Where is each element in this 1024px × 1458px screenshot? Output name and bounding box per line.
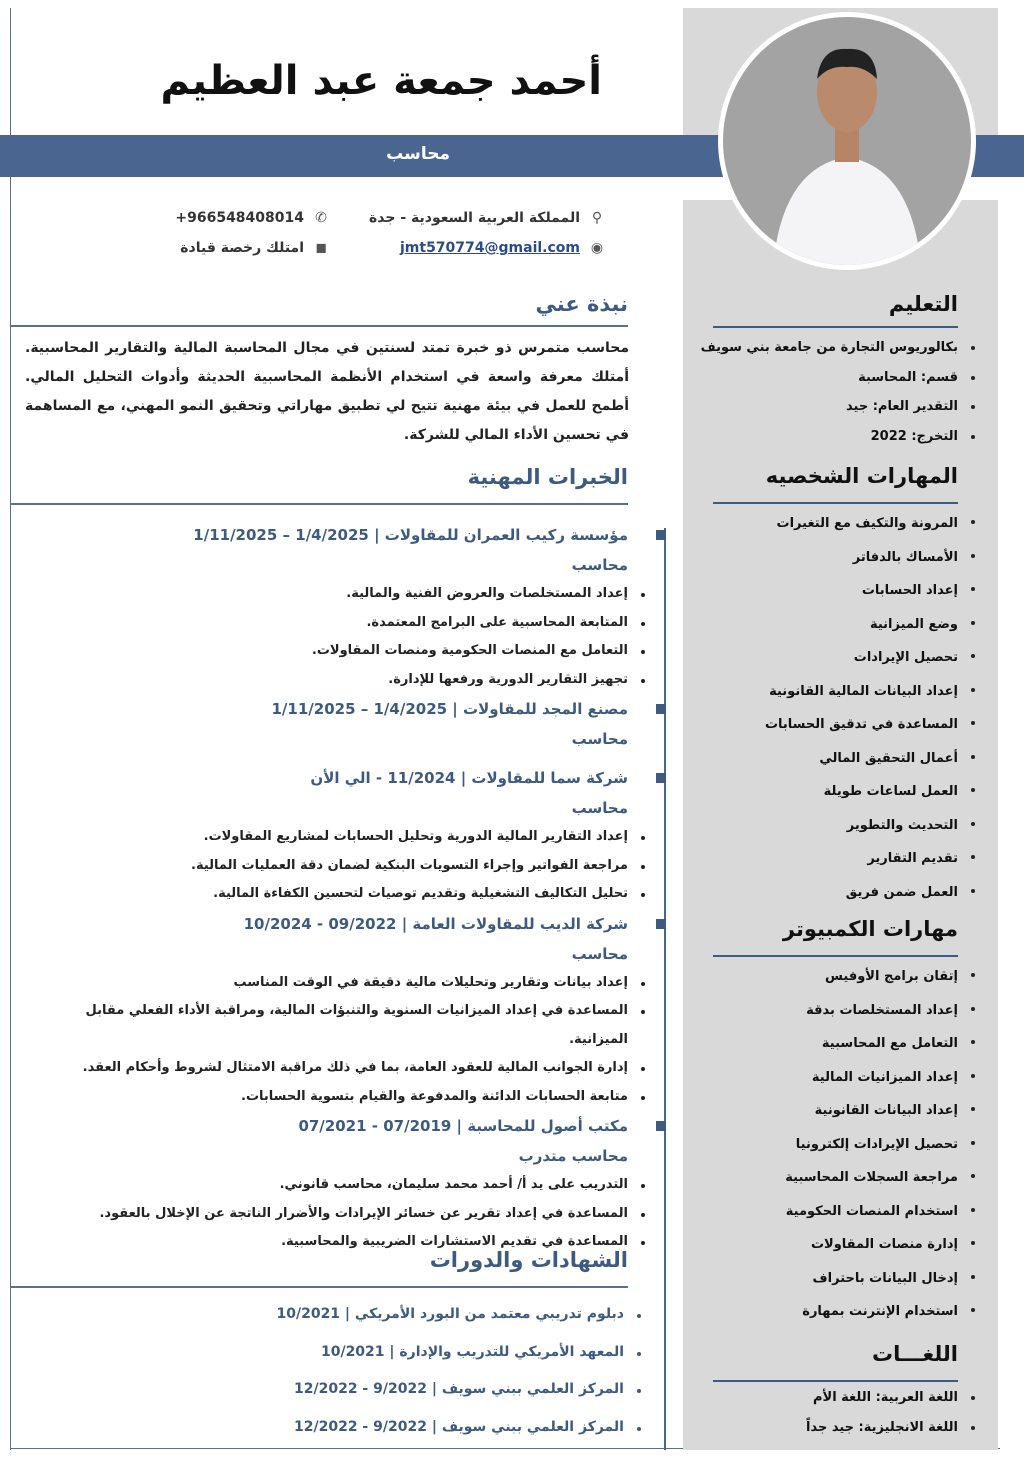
list-item: العمل لساعات طويلة (678, 775, 958, 809)
list-item: استخدام المنصات الحكومية (678, 1195, 958, 1229)
divider (713, 502, 958, 504)
job-title: محاسب (386, 144, 450, 164)
job-bullet: إعداد المستخلصات والعروض الفنية والمالية. (28, 580, 628, 609)
license-item (180, 240, 330, 256)
education-heading: التعليم (888, 292, 958, 316)
list-item: أعمال التحقيق المالي (678, 742, 958, 776)
job-bullet: المساعدة في إعداد الميزانيات السنوية والتنبؤات المالية، ومراقبة الأداء الفعلي مقابل الميزانية. (28, 997, 628, 1054)
divider (713, 326, 958, 328)
job-bullet: متابعة الحسابات الدائنة والمدفوعة والقيام بتسوية الحسابات. (28, 1083, 628, 1112)
email-icon: ◉ (590, 240, 604, 256)
job-entry (28, 909, 628, 1112)
job-company: مكتب أصول للمحاسبة | 07/2019 - 07/2021 (298, 1117, 628, 1135)
list-item: بكالوريوس التجارة من جامعة بني سويف (678, 333, 958, 363)
job-company: شركة سما للمقاولات | 11/2024 - الي الأن (310, 769, 628, 787)
computer-skills-heading: مهارات الكمبيوتر (782, 917, 958, 941)
timeline-marker-icon (656, 530, 666, 540)
divider (10, 325, 628, 327)
location-text: المملكة العربية السعودية - جدة (369, 210, 580, 226)
list-item: المرونة والتكيف مع التغيرات (678, 507, 958, 541)
list-item: مراجعة السجلات المحاسبية (678, 1161, 958, 1195)
list-item: التعامل مع المحاسبية (678, 1027, 958, 1061)
list-item: وضع الميزانية (678, 608, 958, 642)
list-item: التقدير العام: جيد (678, 392, 958, 422)
job-bullet: المتابعة المحاسبية على البرامج المعتمدة. (28, 609, 628, 638)
job-bullet: إعداد التقارير المالية الدورية وتحليل الحسابات لمشاريع المقاولات. (28, 823, 628, 852)
map-pin-icon: ⚲ (591, 210, 603, 226)
list-item: استخدام الإنترنت بمهارة (678, 1295, 958, 1329)
experience-heading: الخبرات المهنية (467, 465, 628, 489)
list-item: العمل ضمن فريق (678, 876, 958, 910)
languages-heading: اللغـــات (871, 1342, 958, 1366)
job-bullet: تحليل التكاليف التشغيلية وتقديم توصيات لتحسين الكفاءة المالية. (28, 880, 628, 909)
email-link[interactable]: jmt570774@gmail.com (399, 240, 580, 256)
list-item: إعداد الميزانيات المالية (678, 1061, 958, 1095)
email-item (400, 240, 606, 256)
phone-text: +966548408014 (175, 210, 304, 226)
list-item: التحديث والتطوير (678, 809, 958, 843)
about-text: محاسب متمرس ذو خبرة تمتد لسنتين في مجال المحاسبة المالية والتقارير المحاسبية. أمتلك معرفة واسعة في استخدام الأنظمة المحاسبية الحديثة وأدوات التحليل المالي. أطمح للعمل في بيئة مهنية تتيح لي تطبيق مهاراتي وتحقيق النمو المهني، مع المساهمة في تحسين الأداء المالي للشركة. (25, 340, 629, 443)
certs-heading: الشهادات والدورات (429, 1248, 628, 1272)
cert-item: المركز العلمي ببني سويف | 9/2022 - 12/2022 (224, 1409, 624, 1447)
job-bullet: التعامل مع المنصات الحكومية ومنصات المقاولات. (28, 637, 628, 666)
car-icon: ◼ (315, 240, 327, 256)
list-item: تحصيل الإيرادات (678, 641, 958, 675)
person-photo-icon (723, 17, 971, 265)
job-company: شركة الديب للمقاولات العامة | 09/2022 - 10/2024 (243, 914, 628, 933)
list-item: إدارة منصات المقاولات (678, 1228, 958, 1262)
job-role: محاسب (571, 944, 628, 963)
divider (10, 503, 628, 505)
job-bullet: المساعدة في تقديم الاستشارات الضريبية والمحاسبية. (28, 1228, 628, 1257)
job-bullet: إدارة الجوانب المالية للعقود العامة، بما في ذلك مراقبة الامتثال لشروط وأحكام العقد. (28, 1054, 628, 1083)
job-entry (28, 694, 628, 754)
divider (713, 1380, 958, 1382)
timeline-line (664, 528, 666, 1450)
job-role: محاسب (571, 730, 628, 748)
phone-item (175, 210, 330, 226)
job-role: محاسب متدرب (518, 1147, 628, 1165)
phone-icon: ✆ (315, 210, 327, 226)
computer-skills-list (678, 960, 958, 1329)
job-company: مؤسسة ركيب العمران للمقاولات | 1/4/2025 – 1/11/2025 (193, 526, 628, 544)
profile-photo (718, 12, 976, 270)
job-role: محاسب (571, 799, 628, 817)
job-bullet: التدريب على يد أ/ أحمد محمد سليمان، محاسب قانوني. (28, 1171, 628, 1200)
timeline-marker-icon (656, 704, 666, 714)
list-item: التخرج: 2022 (678, 422, 958, 452)
job-entry (28, 763, 628, 909)
cert-item: المعهد الأمريكي للتدريب والإدارة | 10/2021 (224, 1334, 624, 1372)
job-bullet: المساعدة في إعداد تقرير عن خسائر الإيرادات والأضرار الناتجة عن الإخلال بالعقود. (28, 1200, 628, 1229)
certs-list (224, 1296, 624, 1447)
education-list (678, 333, 958, 452)
list-item: المساعدة في تدقيق الحسابات (678, 708, 958, 742)
list-item: إدخال البيانات باحتراف (678, 1262, 958, 1296)
job-company: مصنع المجد للمقاولات | 1/4/2025 – 1/11/2025 (271, 700, 628, 718)
timeline-marker-icon (656, 919, 666, 929)
list-item: الأمساك بالدفاتر (678, 541, 958, 575)
timeline-marker-icon (656, 1121, 666, 1131)
list-item: تقديم التقارير (678, 842, 958, 876)
list-item: إتقان برامج الأوفيس (678, 960, 958, 994)
list-item: اللغة الانجليزية: جيد جداً (678, 1413, 958, 1443)
list-item: تحصيل الإيرادات إلكترونيا (678, 1128, 958, 1162)
experience-list (28, 520, 628, 1257)
list-item: إعداد البيانات المالية القانونية (678, 675, 958, 709)
job-bullet: تجهيز التقارير الدورية ورفعها للإدارة. (28, 666, 628, 695)
cert-item: دبلوم تدريبي معتمد من البورد الأمريكي | 10/2021 (224, 1296, 624, 1334)
list-item: اللغة العربية: اللغة الأم (678, 1383, 958, 1413)
list-item: إعداد البيانات القانونية (678, 1094, 958, 1128)
divider (713, 955, 958, 957)
candidate-name: أحمد جمعة عبد العظيم (160, 58, 602, 104)
license-text: امتلك رخصة قيادة (180, 240, 304, 256)
divider (10, 1286, 628, 1288)
personal-skills-list (678, 507, 958, 909)
job-entry (28, 520, 628, 694)
languages-list (678, 1383, 958, 1443)
job-bullet: مراجعة الفواتير وإجراء التسويات البنكية لضمان دقة العمليات المالية. (28, 852, 628, 881)
location-item (369, 210, 606, 226)
timeline-marker-icon (656, 773, 666, 783)
list-item: إعداد المستخلصات بدقة (678, 994, 958, 1028)
personal-skills-heading: المهارات الشخصيه (765, 464, 958, 488)
about-heading: نبذة عني (535, 292, 628, 316)
list-item: قسم: المحاسبة (678, 363, 958, 393)
cert-item: المركز العلمي ببني سويف | 9/2022 - 12/2022 (224, 1371, 624, 1409)
page-border (10, 8, 11, 1450)
list-item: إعداد الحسابات (678, 574, 958, 608)
job-bullet: إعداد بيانات وتقارير وتحليلات مالية دقيقة في الوقت المناسب (28, 969, 628, 998)
job-role: محاسب (571, 556, 628, 574)
job-entry (28, 1111, 628, 1257)
